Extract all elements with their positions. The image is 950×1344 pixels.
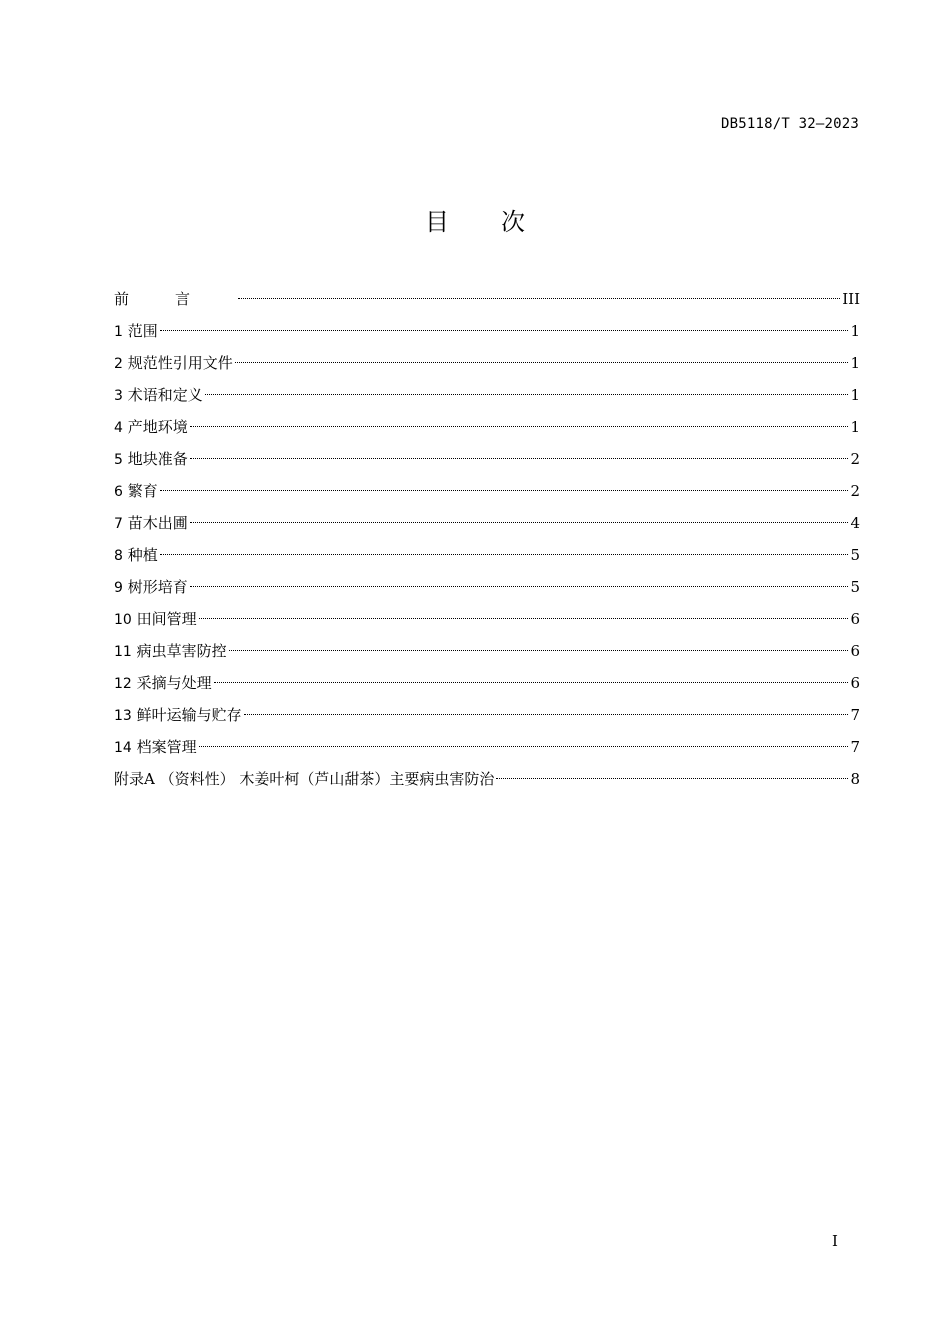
toc-entry-page: III: [842, 290, 860, 308]
toc-entry-number: 1: [114, 324, 123, 340]
toc-leader-dots: [190, 586, 849, 587]
toc-entry-label: 鲜叶运输与贮存: [136, 706, 242, 724]
toc-entry-page: 6: [850, 610, 860, 628]
toc-entry-label: 规范性引用文件: [127, 354, 233, 372]
toc-entry-label: 苗木出圃: [127, 514, 188, 532]
toc-leader-dots: [214, 682, 849, 683]
toc-entry-page: 7: [850, 738, 860, 756]
toc-leader-dots: [238, 298, 840, 299]
toc-entry-page: 1: [850, 354, 860, 372]
toc-entry-number: 10: [114, 612, 132, 628]
toc-leader-dots: [235, 362, 849, 363]
toc-entry-page: 2: [850, 482, 860, 500]
toc-leader-dots: [205, 394, 849, 395]
toc-entry-number: 附录A: [114, 770, 155, 788]
toc-leader-dots: [190, 458, 849, 459]
toc-entry-label: （资料性） 木姜叶柯（芦山甜茶）主要病虫害防治: [159, 770, 495, 788]
toc-entry-number: 12: [114, 676, 132, 692]
toc-leader-dots: [190, 522, 849, 523]
toc-entry-number: 6: [114, 484, 123, 500]
toc-leader-dots: [190, 426, 849, 427]
toc-entry-number: 9: [114, 580, 123, 596]
toc-entry-5[interactable]: [114, 446, 860, 478]
toc-leader-dots: [160, 330, 849, 331]
page-number: I: [832, 1232, 838, 1250]
toc-leader-dots: [199, 746, 849, 747]
table-of-contents: [114, 286, 860, 798]
toc-entry-label: 前言: [114, 290, 237, 308]
toc-entry-label: 档案管理: [136, 738, 197, 756]
toc-leader-dots: [244, 714, 849, 715]
toc-entry-label: 树形培育: [127, 578, 188, 596]
toc-entry-2[interactable]: [114, 350, 860, 382]
toc-entry-page: 1: [850, 418, 860, 436]
toc-entry-8[interactable]: [114, 542, 860, 574]
toc-entry-number: 11: [114, 644, 132, 660]
toc-entry-label: 地块准备: [127, 450, 188, 468]
toc-entry-label: 术语和定义: [127, 386, 203, 404]
toc-entry-page: 2: [850, 450, 860, 468]
toc-entry-12[interactable]: [114, 670, 860, 702]
toc-entry-11[interactable]: [114, 638, 860, 670]
toc-entry-13[interactable]: [114, 702, 860, 734]
toc-entry-number: 8: [114, 548, 123, 564]
toc-entry-label: 范围: [127, 322, 158, 340]
toc-entry-number: 13: [114, 708, 132, 724]
toc-entry-14[interactable]: [114, 734, 860, 766]
toc-entry-page: 5: [850, 546, 860, 564]
toc-entry-page: 6: [850, 674, 860, 692]
toc-entry-page: 8: [850, 770, 860, 788]
toc-entry-6[interactable]: [114, 478, 860, 510]
toc-entry-appendix-a[interactable]: [114, 766, 860, 798]
toc-entry-number: 14: [114, 740, 132, 756]
toc-entry-number: 4: [114, 420, 123, 436]
toc-entry-9[interactable]: [114, 574, 860, 606]
toc-leader-dots: [199, 618, 849, 619]
toc-entry-label: 田间管理: [136, 610, 197, 628]
toc-title: 目次: [425, 208, 577, 236]
toc-leader-dots: [496, 778, 848, 779]
document-code: DB5118/T 32—2023: [720, 116, 859, 132]
toc-entry-page: 6: [850, 642, 860, 660]
toc-leader-dots: [160, 554, 849, 555]
toc-entry-7[interactable]: [114, 510, 860, 542]
toc-entry-foreword[interactable]: [114, 286, 860, 318]
toc-entry-label: 病虫草害防控: [136, 642, 227, 660]
toc-entry-4[interactable]: [114, 414, 860, 446]
toc-entry-number: 3: [114, 388, 123, 404]
toc-entry-3[interactable]: [114, 382, 860, 414]
toc-leader-dots: [160, 490, 849, 491]
toc-leader-dots: [229, 650, 849, 651]
toc-entry-page: 1: [850, 322, 860, 340]
toc-entry-label: 种植: [127, 546, 158, 564]
toc-entry-label: 采摘与处理: [136, 674, 212, 692]
toc-entry-page: 5: [850, 578, 860, 596]
toc-entry-10[interactable]: [114, 606, 860, 638]
toc-entry-number: 7: [114, 516, 123, 532]
toc-entry-label: 繁育: [127, 482, 158, 500]
toc-entry-number: 5: [114, 452, 123, 468]
toc-entry-number: 2: [114, 356, 123, 372]
toc-entry-page: 1: [850, 386, 860, 404]
toc-entry-1[interactable]: [114, 318, 860, 350]
toc-entry-page: 7: [850, 706, 860, 724]
toc-entry-page: 4: [850, 514, 860, 532]
toc-entry-label: 产地环境: [127, 418, 188, 436]
